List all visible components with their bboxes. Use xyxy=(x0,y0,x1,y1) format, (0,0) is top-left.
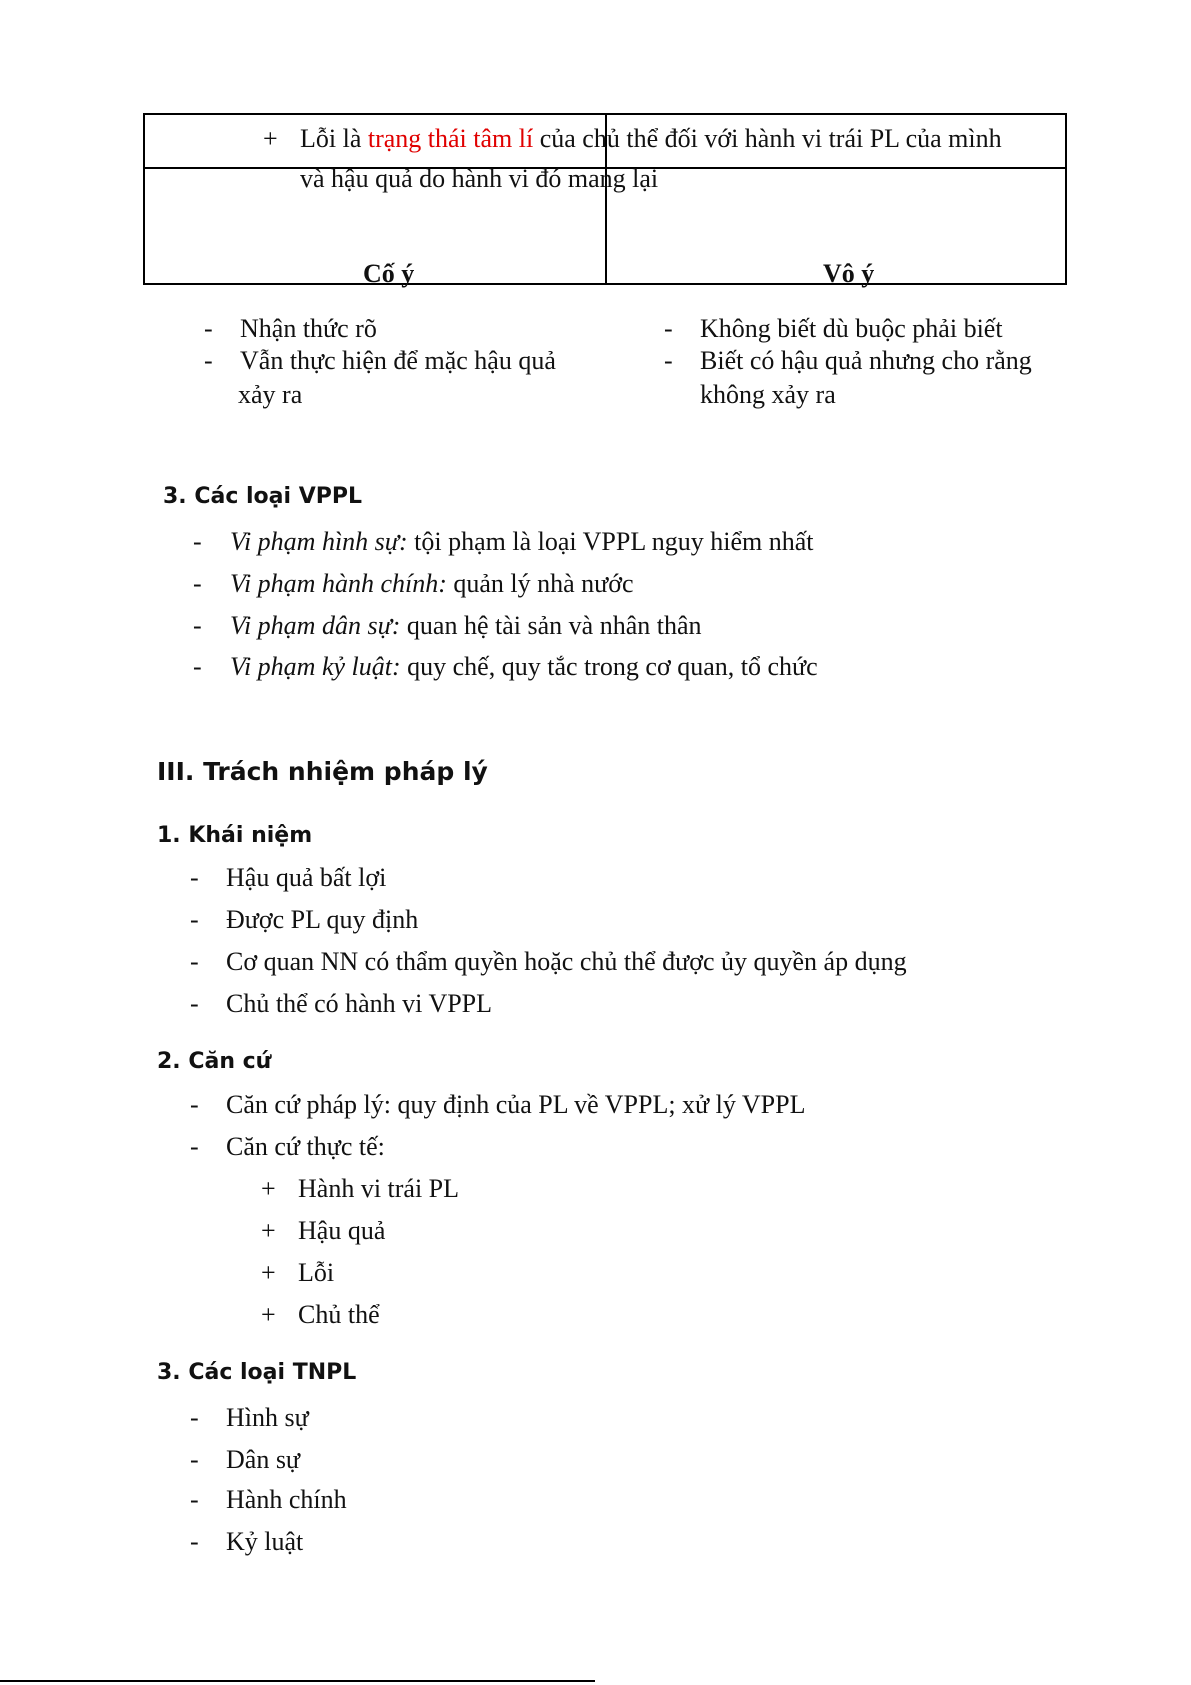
vppl-desc: quản lý nhà nước xyxy=(446,569,634,598)
lead-highlight: trạng thái tâm lí xyxy=(367,124,534,153)
vppl-item xyxy=(230,611,702,641)
dash-mark: - xyxy=(664,346,673,375)
vo-y-item-cont: không xảy ra xyxy=(700,380,836,409)
page-bottom-rule xyxy=(0,1680,595,1682)
khai-niem-item: Được PL quy định xyxy=(226,905,419,934)
co-y-item: Vẫn thực hiện để mặc hậu quả xyxy=(240,346,556,375)
co-y-item-cont: xảy ra xyxy=(238,380,303,409)
col-header-co-y: Cố ý xyxy=(363,259,415,288)
dash-mark: - xyxy=(204,314,213,343)
co-y-item: Nhận thức rõ xyxy=(240,314,377,343)
plus-mark: + xyxy=(261,1216,276,1245)
col-header-vo-y: Vô ý xyxy=(823,259,875,288)
vppl-term: Vi phạm hình sự: xyxy=(230,527,408,556)
dash-mark: - xyxy=(190,1132,199,1161)
vppl-desc: quy chế, quy tắc trong cơ quan, tổ chức xyxy=(400,652,818,681)
vppl-item xyxy=(230,652,818,682)
can-cu-sub-item: Lỗi xyxy=(298,1258,335,1287)
vppl-desc: quan hệ tài sản và nhân thân xyxy=(400,611,702,640)
khai-niem-item: Cơ quan NN có thẩm quyền hoặc chủ thể được ủy quyền áp dụng xyxy=(226,947,907,976)
vppl-term: Vi phạm dân sự: xyxy=(230,611,401,640)
dash-mark: - xyxy=(190,1445,199,1474)
plus-mark: + xyxy=(261,1258,276,1287)
dash-mark: - xyxy=(190,1485,199,1514)
vppl-item xyxy=(230,569,634,599)
khai-niem-heading: 1. Khái niệm xyxy=(157,823,313,848)
plus-mark: + xyxy=(261,1174,276,1203)
can-cu-sub-item: Hậu quả xyxy=(298,1216,386,1245)
table-lead-line2: và hậu quả do hành vi đó mang lại xyxy=(300,164,659,193)
dash-mark: - xyxy=(190,1527,199,1556)
lead-prefix: Lỗi là xyxy=(300,124,368,153)
dash-mark: - xyxy=(190,1403,199,1432)
dash-mark: - xyxy=(190,905,199,934)
dash-mark: - xyxy=(190,989,199,1018)
vo-y-item: Không biết dù buộc phải biết xyxy=(700,314,1003,343)
dash-mark: - xyxy=(193,652,202,681)
can-cu-item: Căn cứ thực tế: xyxy=(226,1132,385,1161)
can-cu-sub-item: Chủ thể xyxy=(298,1300,380,1329)
dash-mark: - xyxy=(664,314,673,343)
khai-niem-item: Chủ thể có hành vi VPPL xyxy=(226,989,493,1018)
plus-mark: + xyxy=(261,1300,276,1329)
tnpl-item: Hành chính xyxy=(226,1485,347,1514)
dash-mark: - xyxy=(204,346,213,375)
dash-mark: - xyxy=(193,527,202,556)
tnpl-item: Dân sự xyxy=(226,1445,301,1474)
vppl-desc: tội phạm là loại VPPL nguy hiểm nhất xyxy=(407,527,814,556)
can-cu-heading: 2. Căn cứ xyxy=(157,1049,272,1074)
vo-y-item: Biết có hậu quả nhưng cho rằng xyxy=(700,346,1032,375)
dash-mark: - xyxy=(190,1090,199,1119)
dash-mark: - xyxy=(193,569,202,598)
table-lead-bullet: + xyxy=(263,124,278,153)
tnpl-item: Hình sự xyxy=(226,1403,309,1432)
vppl-term: Vi phạm kỷ luật: xyxy=(230,652,401,681)
khai-niem-item: Hậu quả bất lợi xyxy=(226,863,387,892)
section-heading-iii: III. Trách nhiệm pháp lý xyxy=(157,757,488,786)
dash-mark: - xyxy=(190,863,199,892)
vppl-types-heading: 3. Các loại VPPL xyxy=(163,484,363,509)
tnpl-item: Kỷ luật xyxy=(226,1527,304,1556)
dash-mark: - xyxy=(193,611,202,640)
can-cu-item: Căn cứ pháp lý: quy định của PL về VPPL; xử lý VPPL xyxy=(226,1090,806,1119)
table-lead-line1 xyxy=(300,124,1002,154)
vppl-item xyxy=(230,527,814,557)
lead-suffix: của chủ thể đối với hành vi trái PL của mình xyxy=(533,124,1002,153)
tnpl-types-heading: 3. Các loại TNPL xyxy=(157,1360,357,1385)
can-cu-sub-item: Hành vi trái PL xyxy=(298,1174,460,1203)
vppl-term: Vi phạm hành chính: xyxy=(230,569,447,598)
dash-mark: - xyxy=(190,947,199,976)
